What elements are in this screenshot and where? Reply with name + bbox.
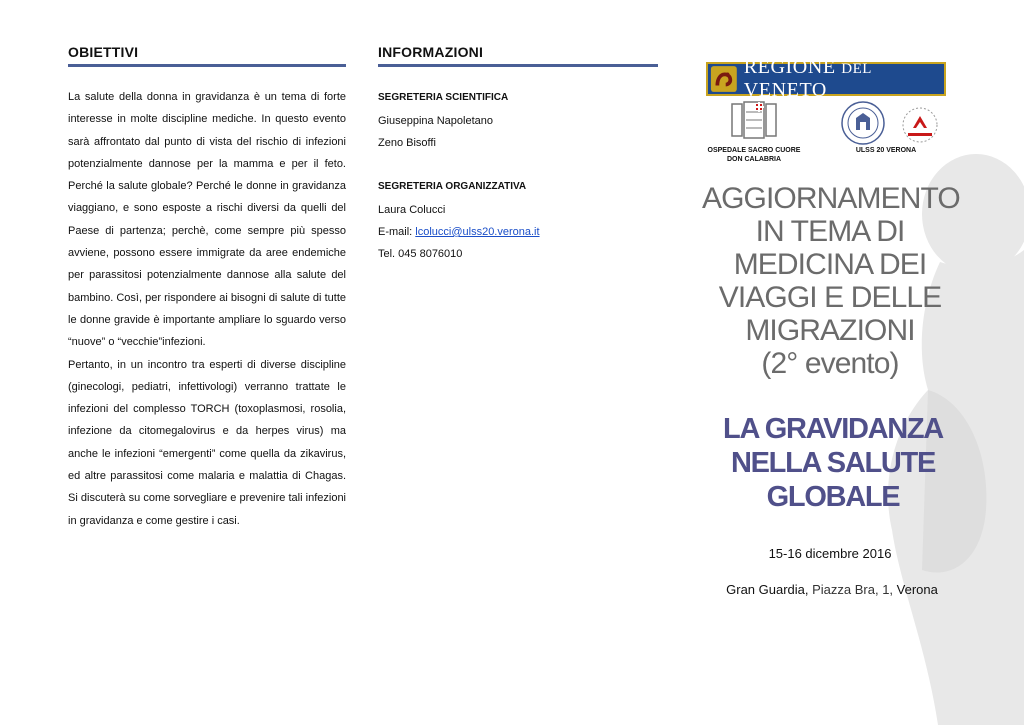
- email-line: [378, 221, 658, 243]
- email-label: E-mail:: [378, 226, 416, 238]
- info-heading: INFORMAZIONI: [378, 44, 484, 60]
- objectives-text: [68, 86, 346, 532]
- event-title-line-3: MEDICINA DEI: [733, 248, 927, 281]
- event-subtitle: [702, 412, 964, 514]
- organizational-title: SEGRETERIA ORGANIZZATIVA: [378, 181, 527, 192]
- organizational-name: Laura Colucci: [378, 204, 446, 216]
- event-date: 15-16 dicembre 2016: [768, 546, 892, 561]
- info-rule: [378, 64, 658, 67]
- event-place-city: Verona: [893, 582, 938, 597]
- scientific-name-1: Giuseppina Napoletano: [378, 115, 493, 127]
- ulss-seal-icon: [840, 100, 886, 146]
- ulss-caption: ULSS 20 VERONA: [855, 147, 917, 154]
- phone-line: Tel. 045 8076010: [378, 248, 463, 260]
- event-subtitle-line-1: LA GRAVIDANZA: [723, 413, 943, 445]
- event-title-line-1: AGGIORNAMENTO: [702, 182, 960, 215]
- regione-veneto-logo: [706, 56, 946, 101]
- email-link[interactable]: lcolucci@ulss20.verona.it: [415, 226, 540, 238]
- ospedale-caption-line-2: DON CALABRIA: [726, 156, 782, 163]
- scientific-title: SEGRETERIA SCIENTIFICA: [378, 92, 509, 103]
- event-place: [690, 582, 974, 597]
- cover-column: [690, 0, 1024, 725]
- ospedale-caption: [704, 146, 804, 164]
- scientific-secretariat: [378, 90, 658, 154]
- ospedale-sacro-cuore-logo: [730, 100, 778, 140]
- event-subtitle-line-3: GLOBALE: [766, 481, 900, 513]
- event-title-line-6: (2° evento): [761, 347, 899, 380]
- objectives-paragraph-1: La salute della donna in gravidanza è un tema di forte interesse in molte discipline mediche. In questo evento sarà affrontato dal punto di vista del rischio di infezioni potenzialmente dannose per la mamma e per il feto. Perché la salute globale? Perché le donne in gravidanza viaggiano, e sono esposte a rischi diversi da quelli del Paese di partenza; perchè, come sempre più spesso avviene, possono essere immigrate da aree endemiche per parassitosi potenzialmente dannose alla salute del bambino. Così, per rispondere ai bisogni di salute di tutte le donne gravide è importante ampliare lo sguardo verso “nuove” o “vecchie”infezioni.: [68, 91, 346, 349]
- objectives-heading: OBIETTIVI: [68, 44, 139, 60]
- event-subtitle-line-2: NELLA SALUTE: [730, 447, 936, 479]
- regione-word-small: DEL: [841, 61, 872, 77]
- event-title-line-2: IN TEMA DI: [755, 215, 905, 248]
- event-title-line-5: MIGRAZIONI: [745, 314, 915, 347]
- ospedale-caption-line-1: OSPEDALE SACRO CUORE: [707, 147, 801, 154]
- organizational-secretariat: [378, 179, 658, 265]
- regione-wordmark: [744, 56, 944, 102]
- event-title: [702, 182, 958, 380]
- event-place-address: Piazza Bra, 1,: [808, 582, 894, 597]
- agreo-accreditation-icon: [896, 106, 944, 144]
- regione-word-end: VENETO: [743, 79, 827, 101]
- regione-word-main: REGIONE: [743, 56, 836, 78]
- objectives-rule: [68, 64, 346, 67]
- scientific-name-2: Zeno Bisoffi: [378, 137, 436, 149]
- event-title-line-4: VIAGGI E DELLE: [718, 281, 942, 314]
- lion-emblem-icon: [710, 64, 738, 94]
- event-place-venue: Gran Guardia,: [726, 582, 809, 597]
- objectives-paragraph-2: Pertanto, in un incontro tra esperti di diverse discipline (ginecologi, pediatri, infettivologi) verranno trattate le infezioni del complesso TORCH (toxoplasmosi, rosolia, infezione da citomegalovirus e da herpes virus) ma anche le infezioni “emergenti” come quella da zikavirus, ed altre parassitosi come malaria e malattia di Chagas. Si discuterà su come sorvegliare e prevenire tali infezioni in gravidanza e come gestire i casi.: [68, 358, 346, 527]
